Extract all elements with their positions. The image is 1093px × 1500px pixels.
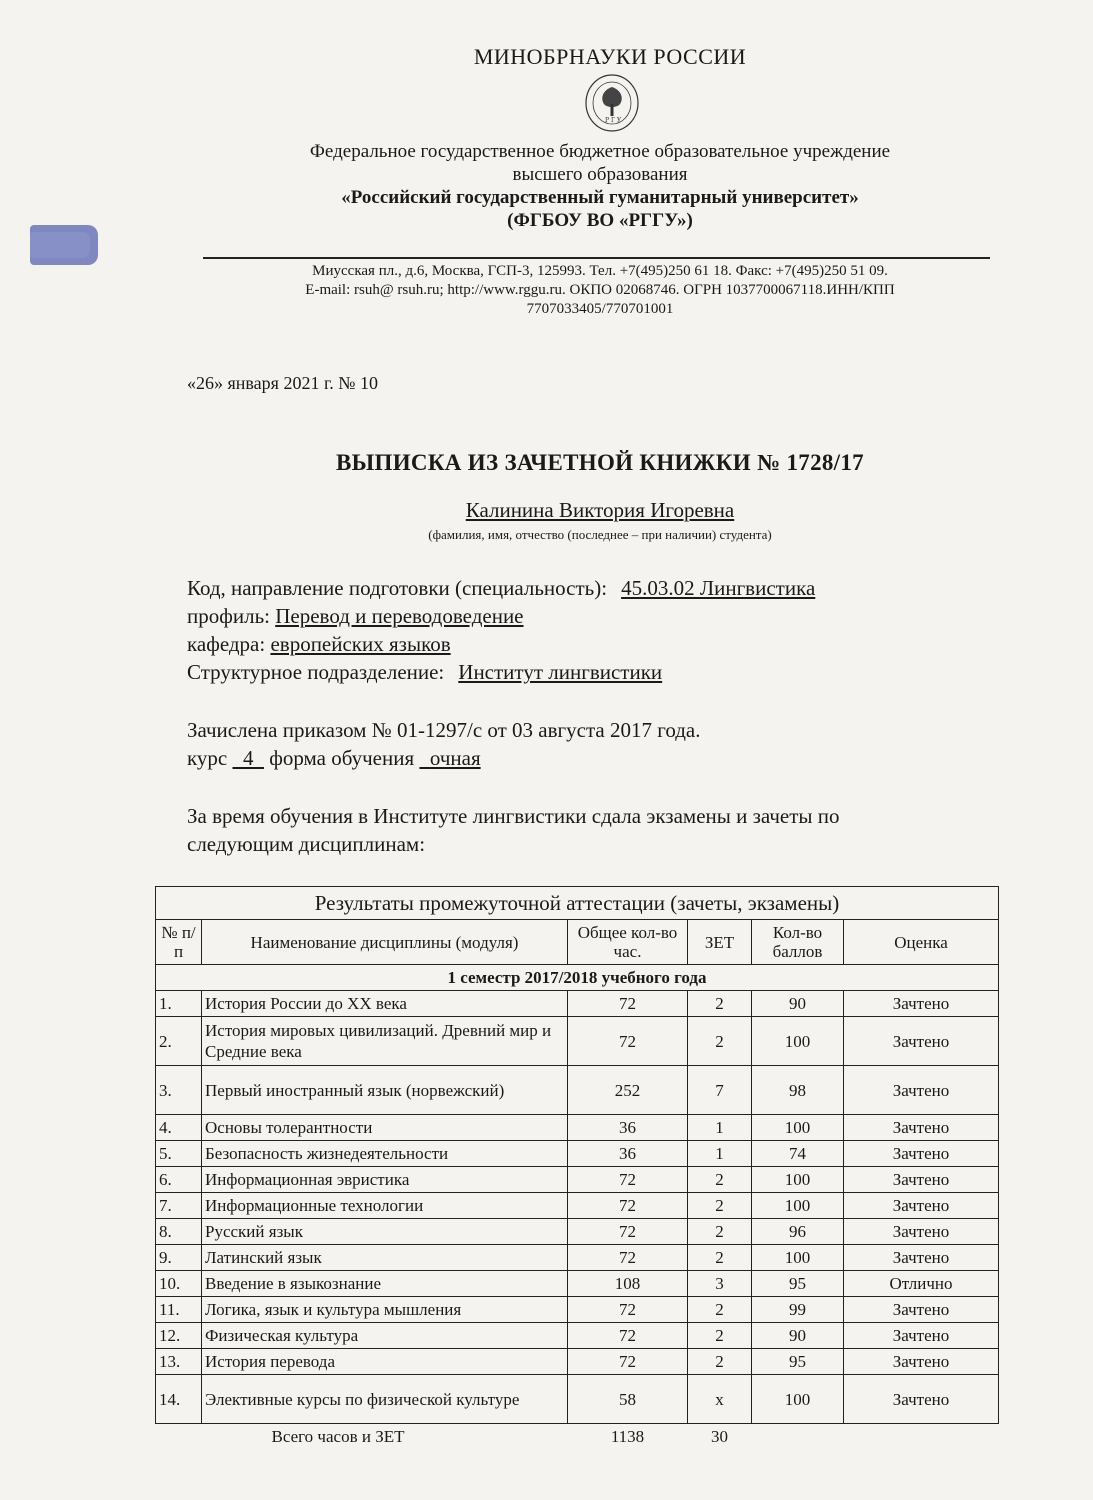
table-caption: Результаты промежуточной аттестации (зачеты, экзамены)	[156, 887, 999, 920]
hours-value: 72	[568, 1297, 688, 1323]
header-points: Кол-во баллов	[752, 920, 844, 965]
header-grade: Оценка	[844, 920, 999, 965]
enrollment-order: Зачислена приказом № 01-1297/с от 03 августа 2017 года.	[187, 718, 701, 742]
row-number: 14.	[156, 1375, 202, 1424]
hours-value: 72	[568, 1219, 688, 1245]
course-value: 4	[242, 746, 254, 770]
zet-value: 2	[688, 1349, 752, 1375]
grade-value: Зачтено	[844, 1245, 999, 1271]
discipline-name: Логика, язык и культура мышления	[202, 1297, 568, 1323]
zet-value: 1	[688, 1141, 752, 1167]
discipline-name: История перевода	[202, 1349, 568, 1375]
hours-value: 72	[568, 1193, 688, 1219]
row-number: 5.	[156, 1141, 202, 1167]
contacts-line-1: Миусская пл., д.6, Москва, ГСП-3, 125993. Тел. +7(495)250 61 18. Факс: +7(495)250 51 09.	[312, 263, 888, 279]
semester-heading: 1 семестр 2017/2018 учебного года	[156, 965, 999, 991]
discipline-name: Первый иностранный язык (норвежский)	[202, 1066, 568, 1115]
points-value: 98	[752, 1066, 844, 1115]
table-row	[156, 1219, 999, 1245]
hours-value: 72	[568, 1167, 688, 1193]
discipline-name: История России до XX века	[202, 991, 568, 1017]
header-name: Наименование дисциплины (модуля)	[202, 920, 568, 965]
profile-label: профиль:	[187, 604, 270, 628]
table-row	[156, 1066, 999, 1115]
division-label: Структурное подразделение:	[187, 660, 445, 684]
division-line	[187, 658, 662, 686]
form-label: форма обучения	[269, 746, 415, 770]
points-value: 100	[752, 1193, 844, 1219]
table-row	[156, 1167, 999, 1193]
points-value: 96	[752, 1219, 844, 1245]
department-label: кафедра:	[187, 632, 266, 656]
row-number: 7.	[156, 1193, 202, 1219]
zet-value: 2	[688, 1193, 752, 1219]
svg-text:Р Г У: Р Г У	[605, 117, 622, 124]
row-number: 4.	[156, 1115, 202, 1141]
discipline-name: Русский язык	[202, 1219, 568, 1245]
table-row	[156, 991, 999, 1017]
points-value: 90	[752, 1323, 844, 1349]
student-name	[0, 498, 1093, 523]
discipline-name: Элективные курсы по физической культуре	[202, 1375, 568, 1424]
org-line-1: Федеральное государственное бюджетное образовательное учреждение	[309, 141, 891, 162]
zet-value: 2	[688, 1297, 752, 1323]
points-value: 100	[752, 1017, 844, 1066]
discipline-name: Безопасность жизнедеятельности	[202, 1141, 568, 1167]
row-number: 6.	[156, 1167, 202, 1193]
grade-value: Зачтено	[844, 1219, 999, 1245]
profile-line	[187, 602, 524, 630]
discipline-name: Информационная эвристика	[202, 1167, 568, 1193]
hours-value: 72	[568, 1245, 688, 1271]
points-value: 74	[752, 1141, 844, 1167]
header-hours: Общее кол-во час.	[568, 920, 688, 965]
grade-value: Зачтено	[844, 1017, 999, 1066]
discipline-name: Латинский язык	[202, 1245, 568, 1271]
points-value: 100	[752, 1375, 844, 1424]
grade-value: Зачтено	[844, 991, 999, 1017]
zet-value: 2	[688, 1245, 752, 1271]
document-title: ВЫПИСКА ИЗ ЗАЧЕТНОЙ КНИЖКИ № 1728/17	[336, 450, 864, 475]
row-number: 12.	[156, 1323, 202, 1349]
hours-value: 72	[568, 1017, 688, 1066]
points-value: 90	[752, 991, 844, 1017]
points-value: 95	[752, 1271, 844, 1297]
grade-value: Зачтено	[844, 1167, 999, 1193]
organization-block	[0, 140, 1093, 232]
discipline-name: Основы толерантности	[202, 1115, 568, 1141]
hours-value: 72	[568, 1349, 688, 1375]
table-row	[156, 1017, 999, 1066]
student-name-caption: (фамилия, имя, отчество (последнее – при наличии) студента)	[428, 527, 772, 542]
grade-value: Зачтено	[844, 1349, 999, 1375]
header-num: № п/п	[156, 920, 202, 965]
course-label: курс	[187, 746, 228, 770]
hours-value: 252	[568, 1066, 688, 1115]
form-value: очная	[429, 746, 481, 770]
grade-value: Зачтено	[844, 1141, 999, 1167]
hours-value: 72	[568, 1323, 688, 1349]
discipline-name: История мировых цивилизаций. Древний мир и Средние века	[202, 1017, 568, 1066]
zet-value: 2	[688, 1323, 752, 1349]
division-value: Институт лингвистики	[458, 660, 663, 684]
grade-value: Зачтено	[844, 1066, 999, 1115]
department-value: европейских языков	[270, 632, 451, 656]
header-zet: ЗЕТ	[688, 920, 752, 965]
hours-value: 58	[568, 1375, 688, 1424]
intro-line-1: За время обучения в Институте лингвистики сдала экзамены и зачеты по	[187, 804, 840, 828]
code-value: 45.03.02 Лингвистика	[621, 576, 816, 600]
zet-value: 2	[688, 1167, 752, 1193]
contacts-block	[0, 262, 1093, 319]
contacts-line-2: E-mail: rsuh@ rsuh.ru; http://www.rggu.ru. ОКПО 02068746. ОГРН 1037700067118.ИНН/КПП	[305, 282, 895, 298]
total-label: Всего часов и ЗЕТ	[271, 1427, 405, 1446]
table-row	[156, 1323, 999, 1349]
zet-value: 7	[688, 1066, 752, 1115]
course-line	[187, 744, 481, 772]
discipline-name: Физическая культура	[202, 1323, 568, 1349]
org-line-2: высшего образования	[512, 164, 688, 185]
grade-value: Зачтено	[844, 1297, 999, 1323]
ministry-heading: МИНОБРНАУКИ РОССИИ	[473, 44, 747, 69]
total-zet: 30	[711, 1427, 728, 1446]
code-label: Код, направление подготовки (специальность):	[187, 576, 608, 600]
zet-value: 1	[688, 1115, 752, 1141]
discipline-name: Информационные технологии	[202, 1193, 568, 1219]
row-number: 1.	[156, 991, 202, 1017]
department-line	[187, 630, 451, 658]
org-line-4: (ФГБОУ ВО «РГГУ»)	[507, 210, 693, 231]
grade-value: Зачтено	[844, 1193, 999, 1219]
table-row	[156, 1349, 999, 1375]
grade-value: Отлично	[844, 1271, 999, 1297]
row-number: 2.	[156, 1017, 202, 1066]
org-line-3: «Российский государственный гуманитарный университет»	[341, 187, 859, 208]
row-number: 13.	[156, 1349, 202, 1375]
paper-clip-highlight	[30, 232, 90, 258]
points-value: 95	[752, 1349, 844, 1375]
profile-value: Перевод и переводоведение	[275, 604, 524, 628]
row-number: 3.	[156, 1066, 202, 1115]
hours-value: 108	[568, 1271, 688, 1297]
row-number: 11.	[156, 1297, 202, 1323]
zet-value: х	[688, 1375, 752, 1424]
table-row	[156, 1245, 999, 1271]
hours-value: 36	[568, 1141, 688, 1167]
table-row	[156, 1193, 999, 1219]
table-row	[156, 1115, 999, 1141]
zet-value: 3	[688, 1271, 752, 1297]
points-value: 99	[752, 1297, 844, 1323]
contacts-line-3: 7707033405/770701001	[526, 301, 674, 317]
zet-value: 2	[688, 991, 752, 1017]
table-row	[156, 1375, 999, 1424]
results-table	[155, 886, 999, 1450]
zet-value: 2	[688, 1017, 752, 1066]
total-hours: 1138	[610, 1427, 645, 1446]
row-number: 10.	[156, 1271, 202, 1297]
table-row	[156, 1141, 999, 1167]
points-value: 100	[752, 1115, 844, 1141]
student-name-value: Калинина Виктория Игоревна	[465, 498, 735, 522]
points-value: 100	[752, 1167, 844, 1193]
university-emblem-icon	[583, 72, 641, 134]
table-row	[156, 1271, 999, 1297]
grade-value: Зачтено	[844, 1323, 999, 1349]
points-value: 100	[752, 1245, 844, 1271]
intro-line-2: следующим дисциплинам:	[187, 832, 426, 856]
hours-value: 36	[568, 1115, 688, 1141]
grade-value: Зачтено	[844, 1375, 999, 1424]
zet-value: 2	[688, 1219, 752, 1245]
grade-value: Зачтено	[844, 1115, 999, 1141]
discipline-name: Введение в языкознание	[202, 1271, 568, 1297]
row-number: 9.	[156, 1245, 202, 1271]
code-line	[187, 574, 815, 602]
row-number: 8.	[156, 1219, 202, 1245]
table-row	[156, 1297, 999, 1323]
header-divider	[203, 257, 990, 259]
hours-value: 72	[568, 991, 688, 1017]
document-date: «26» января 2021 г. № 10	[187, 373, 378, 393]
